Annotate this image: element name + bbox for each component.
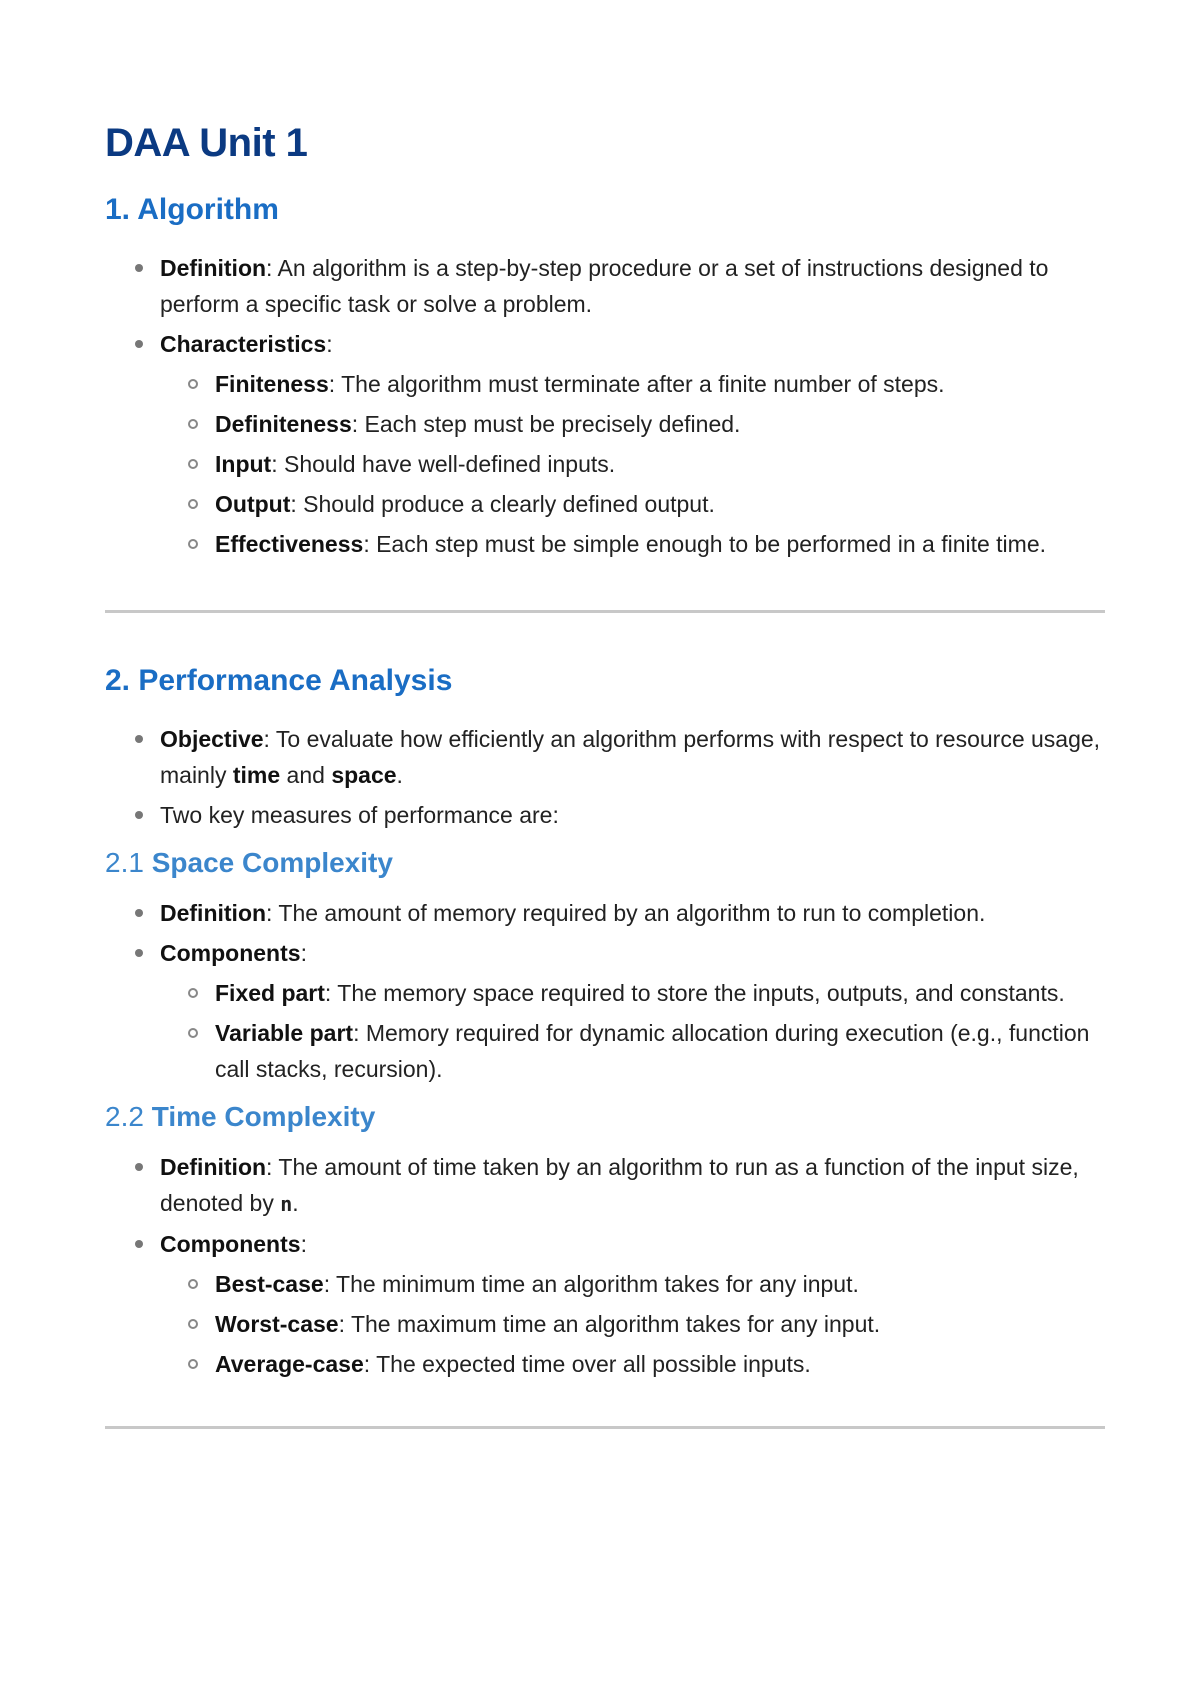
list-item [160,526,1105,562]
list-item [105,1149,1105,1222]
list-item [160,446,1105,482]
list-item [105,935,1105,1087]
list-item [105,895,1105,931]
text: : An algorithm is a step-by-step procedure or a set of instructions designed to perform a specific task or solve a problem. [160,255,1049,317]
list-item [105,326,1105,562]
divider [105,610,1105,613]
text: : The memory space required to store the inputs, outputs, and constants. [324,980,1065,1006]
subsection-heading-time [105,1097,1105,1137]
term: Output [215,491,291,517]
text: : The maximum time an algorithm takes for any input. [338,1311,881,1337]
characteristics-list [160,366,1105,562]
list-item [160,1015,1105,1087]
space-list [105,895,1105,1087]
term: Effectiveness [215,531,364,557]
text: : Memory required for dynamic allocation during execution (e.g., function call stacks, recursion). [215,1020,1090,1082]
inline-code: n [280,1192,293,1216]
term: Finiteness [215,371,329,397]
term: Fixed part [215,980,325,1006]
term: Average-case [215,1351,364,1377]
text: : The amount of time taken by an algorithm to run as a function of the input size, denoted by [160,1154,1079,1216]
algorithm-list [105,250,1105,562]
term: Definition [160,900,267,926]
text: . [292,1190,299,1216]
time-components-list [160,1266,1105,1382]
list-item [160,1306,1105,1342]
list-item: Two key measures of performance are: [105,797,1105,833]
text: : To evaluate how efficiently an algorithm performs with respect to resource usage, mainly [160,726,1101,788]
term: Variable part [215,1020,354,1046]
text: and [280,762,332,788]
text: : The expected time over all possible inputs. [363,1351,811,1377]
text: : Each step must be precisely defined. [351,411,741,437]
bold-text: time [232,762,281,788]
list-item [105,250,1105,322]
list-item [160,975,1105,1011]
text: : The minimum time an algorithm takes for any input. [323,1271,859,1297]
document-title: DAA Unit 1 [105,121,308,165]
list-item [160,366,1105,402]
list-item [105,1226,1105,1382]
subsection-heading-space [105,843,1105,883]
heading-number: 2.1 [105,847,144,878]
divider [105,1426,1105,1429]
term: Definition [160,1154,267,1180]
term: Best-case [215,1271,324,1297]
heading-number: 2.2 [105,1101,144,1132]
section-heading-algorithm: 1. Algorithm [105,193,279,226]
text: : Should produce a clearly defined output. [290,491,715,517]
text: : [300,1231,307,1257]
text: : The amount of memory required by an algorithm to run to completion. [266,900,986,926]
bold-text: space [331,762,397,788]
performance-list [105,721,1105,833]
term: Components [160,940,301,966]
term: Objective [160,726,264,752]
term: Input [215,451,272,477]
heading-text: Time Complexity [151,1101,376,1132]
time-list [105,1149,1105,1382]
text: : [300,940,307,966]
term: Definiteness [215,411,352,437]
text: . [396,762,403,788]
term: Worst-case [215,1311,339,1337]
list-item [160,486,1105,522]
space-components-list [160,975,1105,1087]
heading-text: Space Complexity [151,847,393,878]
list-item [160,406,1105,442]
list-item [105,721,1105,793]
term: Components [160,1231,301,1257]
text: : Each step must be simple enough to be performed in a finite time. [363,531,1047,557]
section-heading-performance: 2. Performance Analysis [105,664,453,697]
list-item [160,1346,1105,1382]
text: : Should have well-defined inputs. [271,451,616,477]
text: : [326,331,333,357]
text: : The algorithm must terminate after a finite number of steps. [328,371,945,397]
document [105,118,1105,1477]
list-item [160,1266,1105,1302]
term: Definition [160,255,267,281]
term: Characteristics [160,331,327,357]
